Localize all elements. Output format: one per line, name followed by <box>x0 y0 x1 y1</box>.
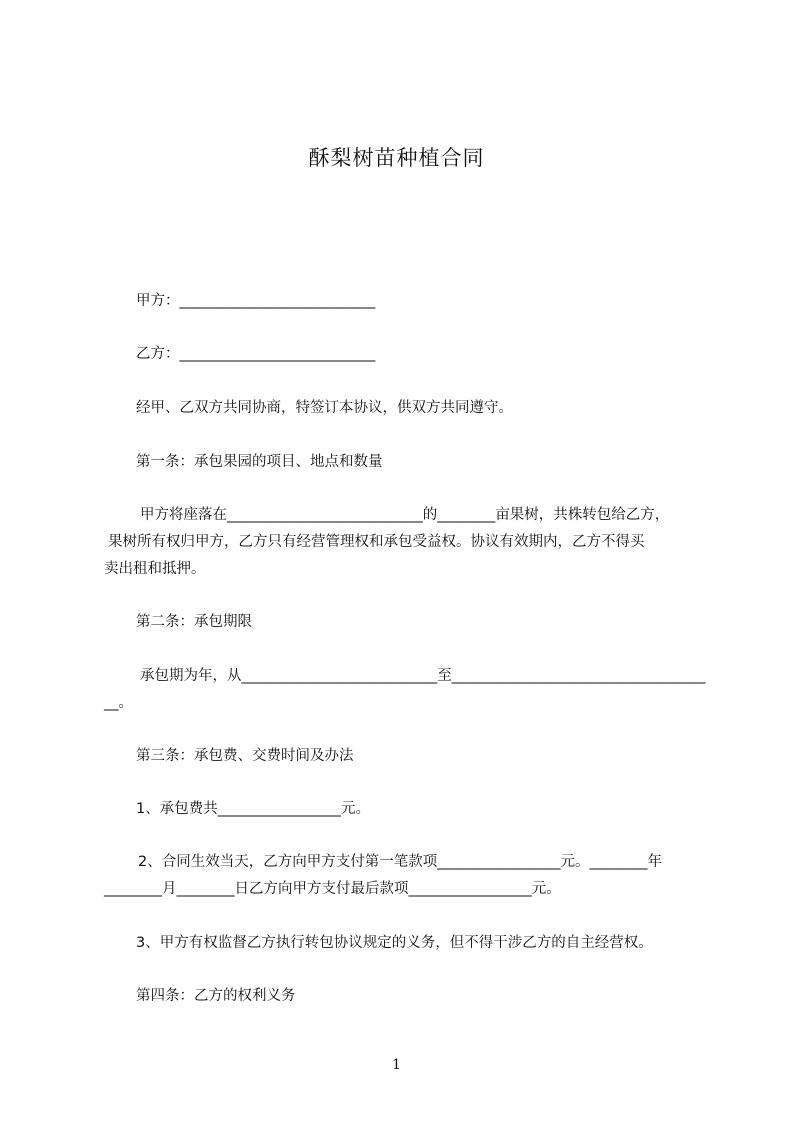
article-3-item-2-line-2: ________月________日乙方向甲方支付最后款项_________________元。 <box>104 881 561 897</box>
article-3-item-2-line-1: 2、合同生效当天，乙方向甲方支付第一笔款项_________________元。________年 <box>138 854 662 870</box>
agreement-intro: 经甲、乙双方共同协商，特签订本协议，供双方共同遵守。 <box>136 400 513 416</box>
article-2-paragraph-line-2: __。 <box>104 695 133 711</box>
article-3-heading: 第三条：承包费、交费时间及办法 <box>136 748 354 764</box>
article-1-paragraph-line-3: 卖出租和抵押。 <box>104 561 206 577</box>
article-1-paragraph-line-1: 甲方将座落在___________________________的________亩果树，共株转包给乙方， <box>140 507 670 523</box>
party-b-line: 乙方：___________________________ <box>136 346 376 362</box>
article-1-paragraph-line-2: 果树所有权归甲方，乙方只有经营管理权和承包受益权。协议有效期内，乙方不得买 <box>108 534 645 550</box>
article-3-item-3: 3、甲方有权监督乙方执行转包协议规定的义务，但不得干涉乙方的自主经营权。 <box>136 935 653 951</box>
article-2-paragraph-line-1: 承包期为年，从___________________________至___________________________________ <box>140 668 706 684</box>
article-1-heading: 第一条：承包果园的项目、地点和数量 <box>136 454 383 470</box>
document-title: 酥梨树苗种植合同 <box>308 146 485 170</box>
article-2-heading: 第二条：承包期限 <box>136 614 252 630</box>
page-number: 1 <box>392 1057 401 1073</box>
party-a-line: 甲方：___________________________ <box>136 293 376 309</box>
article-4-heading: 第四条：乙方的权利义务 <box>136 988 296 1004</box>
article-3-item-1: 1、承包费共_________________元。 <box>136 801 370 817</box>
